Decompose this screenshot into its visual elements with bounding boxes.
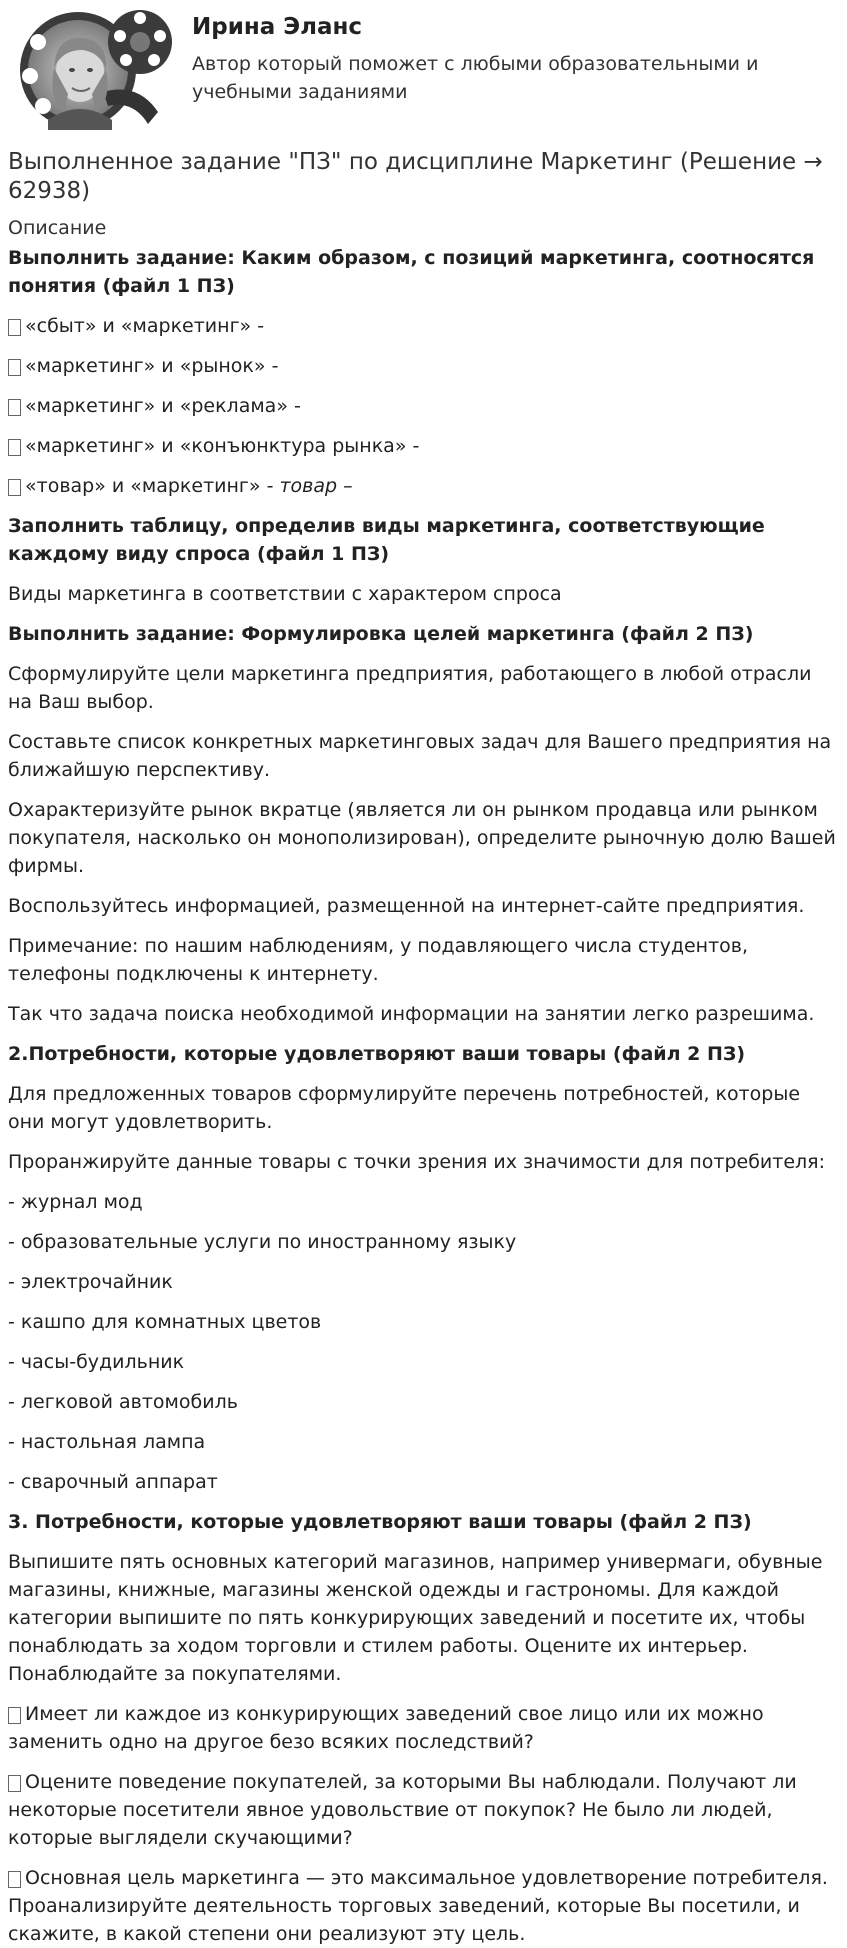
paragraph-text: 3. Потребности, которые удовлетворяют ваши товары (файл 2 ПЗ) <box>8 1511 752 1533</box>
paragraph <box>8 1000 839 1028</box>
bullet-item <box>8 1768 839 1852</box>
paragraph-text: Имеет ли каждое из конкурирующих заведений свое лицо или их можно заменить одно на другое безо всяких последствий? <box>8 1703 764 1753</box>
paragraph <box>8 1080 839 1136</box>
missing-glyph-bullet-icon <box>8 479 21 496</box>
missing-glyph-bullet-icon <box>8 1871 21 1888</box>
section-heading <box>8 1040 839 1068</box>
paragraph-text: Воспользуйтесь информацией, размещенной на интернет-сайте предприятия. <box>8 895 805 917</box>
paragraph-text: Примечание: по нашим наблюдениям, у подавляющего числа студентов, телефоны подключены к интернету. <box>8 935 748 985</box>
bullet-item <box>8 432 839 460</box>
paragraph-text: «товар» и «маркетинг» - <box>25 475 280 497</box>
bullet-item <box>8 1700 839 1756</box>
bullet-item <box>8 1864 839 1948</box>
paragraph <box>8 1428 839 1456</box>
missing-glyph-bullet-icon <box>8 1775 21 1792</box>
description-content <box>8 244 839 1948</box>
paragraph <box>8 1548 839 1688</box>
paragraph-text: Выпишите пять основных категорий магазинов, например универмаги, обувные магазины, книжные, магазины женской одежды и гастрономы. Для каждой категории выпишите по пять конкурирующих заведений и посетите их, чтобы понаблюдать за ходом торговли и стилем работы. Оцените их интерьер. Понаблюдайте за покупателями. <box>8 1551 823 1685</box>
author-info <box>192 0 792 106</box>
paragraph-text: - легковой автомобиль <box>8 1391 238 1413</box>
paragraph-text: Так что задача поиска необходимой информации на занятии легко разрешима. <box>8 1003 815 1025</box>
paragraph <box>8 1148 839 1176</box>
film-reel-avatar-icon <box>8 2 178 132</box>
missing-glyph-bullet-icon <box>8 399 21 416</box>
paragraph <box>8 796 839 880</box>
paragraph-text: Для предложенных товаров сформулируйте перечень потребностей, которые они могут удовлетворить. <box>8 1083 801 1133</box>
author-name[interactable]: Ирина Эланс <box>192 14 363 40</box>
paragraph <box>8 580 839 608</box>
paragraph-text: - журнал мод <box>8 1191 143 1213</box>
paragraph <box>8 932 839 988</box>
paragraph-text: Основная цель маркетинга — это максимальное удовлетворение потребителя. Проанализируйте деятельность торговых заведений, которые Вы посетили, и скажите, в какой степени они реализуют эту цель. <box>8 1867 828 1945</box>
description-label: Описание <box>8 217 107 239</box>
author-avatar[interactable] <box>8 2 178 132</box>
missing-glyph-bullet-icon <box>8 439 21 456</box>
section-heading <box>8 512 839 568</box>
page-title: Выполненное задание "ПЗ" по дисциплине Маркетинг (Решение → 62938) <box>8 149 823 204</box>
paragraph <box>8 1188 839 1216</box>
paragraph <box>8 892 839 920</box>
missing-glyph-bullet-icon <box>8 319 21 336</box>
paragraph <box>8 1348 839 1376</box>
paragraph <box>8 1268 839 1296</box>
paragraph-text: Составьте список конкретных маркетинговых задач для Вашего предприятия на ближайшую перспективу. <box>8 731 832 781</box>
paragraph-text: «сбыт» и «маркетинг» - <box>25 315 265 337</box>
paragraph-text: - электрочайник <box>8 1271 173 1293</box>
paragraph <box>8 660 839 716</box>
paragraph-text: - настольная лампа <box>8 1431 206 1453</box>
paragraph-text: Охарактеризуйте рынок вкратце (является ли он рынком продавца или рынком покупателя, насколько он монополизирован), определите рыночную долю Вашей фирмы. <box>8 799 836 877</box>
paragraph-text: «маркетинг» и «конъюнктура рынка» - <box>25 435 420 457</box>
paragraph <box>8 1388 839 1416</box>
paragraph-text: Выполнить задание: Формулировка целей маркетинга (файл 2 ПЗ) <box>8 623 754 645</box>
paragraph-text: - образовательные услуги по иностранному языку <box>8 1231 517 1253</box>
bullet-item <box>8 472 839 500</box>
section-heading <box>8 1508 839 1536</box>
bullet-item <box>8 392 839 420</box>
paragraph-text: Виды маркетинга в соответствии с характером спроса <box>8 583 562 605</box>
paragraph <box>8 728 839 784</box>
section-heading <box>8 244 839 300</box>
paragraph-text: Оцените поведение покупателей, за которыми Вы наблюдали. Получают ли некоторые посетители явное удовольствие от покупок? Не было ли людей, которые выглядели скучающими? <box>8 1771 797 1849</box>
paragraph-text: Проранжируйте данные товары с точки зрения их значимости для потребителя: <box>8 1151 826 1173</box>
bullet-item <box>8 352 839 380</box>
italic-text: товар – <box>279 475 353 497</box>
paragraph-text: «маркетинг» и «рынок» - <box>25 355 279 377</box>
missing-glyph-bullet-icon <box>8 1707 21 1724</box>
paragraph <box>8 1308 839 1336</box>
paragraph-text: Выполнить задание: Каким образом, с позиций маркетинга, соотносятся понятия (файл 1 ПЗ) <box>8 247 815 297</box>
paragraph-text: Заполнить таблицу, определив виды маркетинга, соответствующие каждому виду спроса (файл 1 ПЗ) <box>8 515 765 565</box>
paragraph <box>8 1468 839 1496</box>
paragraph-text: - кашпо для комнатных цветов <box>8 1311 322 1333</box>
bullet-item <box>8 312 839 340</box>
paragraph-text: - сварочный аппарат <box>8 1471 218 1493</box>
author-description: Автор который поможет с любыми образовательными и учебными заданиями <box>192 53 759 103</box>
missing-glyph-bullet-icon <box>8 359 21 376</box>
author-card <box>8 0 839 140</box>
paragraph-text: «маркетинг» и «реклама» - <box>25 395 301 417</box>
paragraph-text: 2.Потребности, которые удовлетворяют ваши товары (файл 2 ПЗ) <box>8 1043 746 1065</box>
paragraph-text: - часы-будильник <box>8 1351 185 1373</box>
paragraph-text: Сформулируйте цели маркетинга предприятия, работающего в любой отрасли на Ваш выбор. <box>8 663 812 713</box>
paragraph <box>8 1228 839 1256</box>
section-heading <box>8 620 839 648</box>
